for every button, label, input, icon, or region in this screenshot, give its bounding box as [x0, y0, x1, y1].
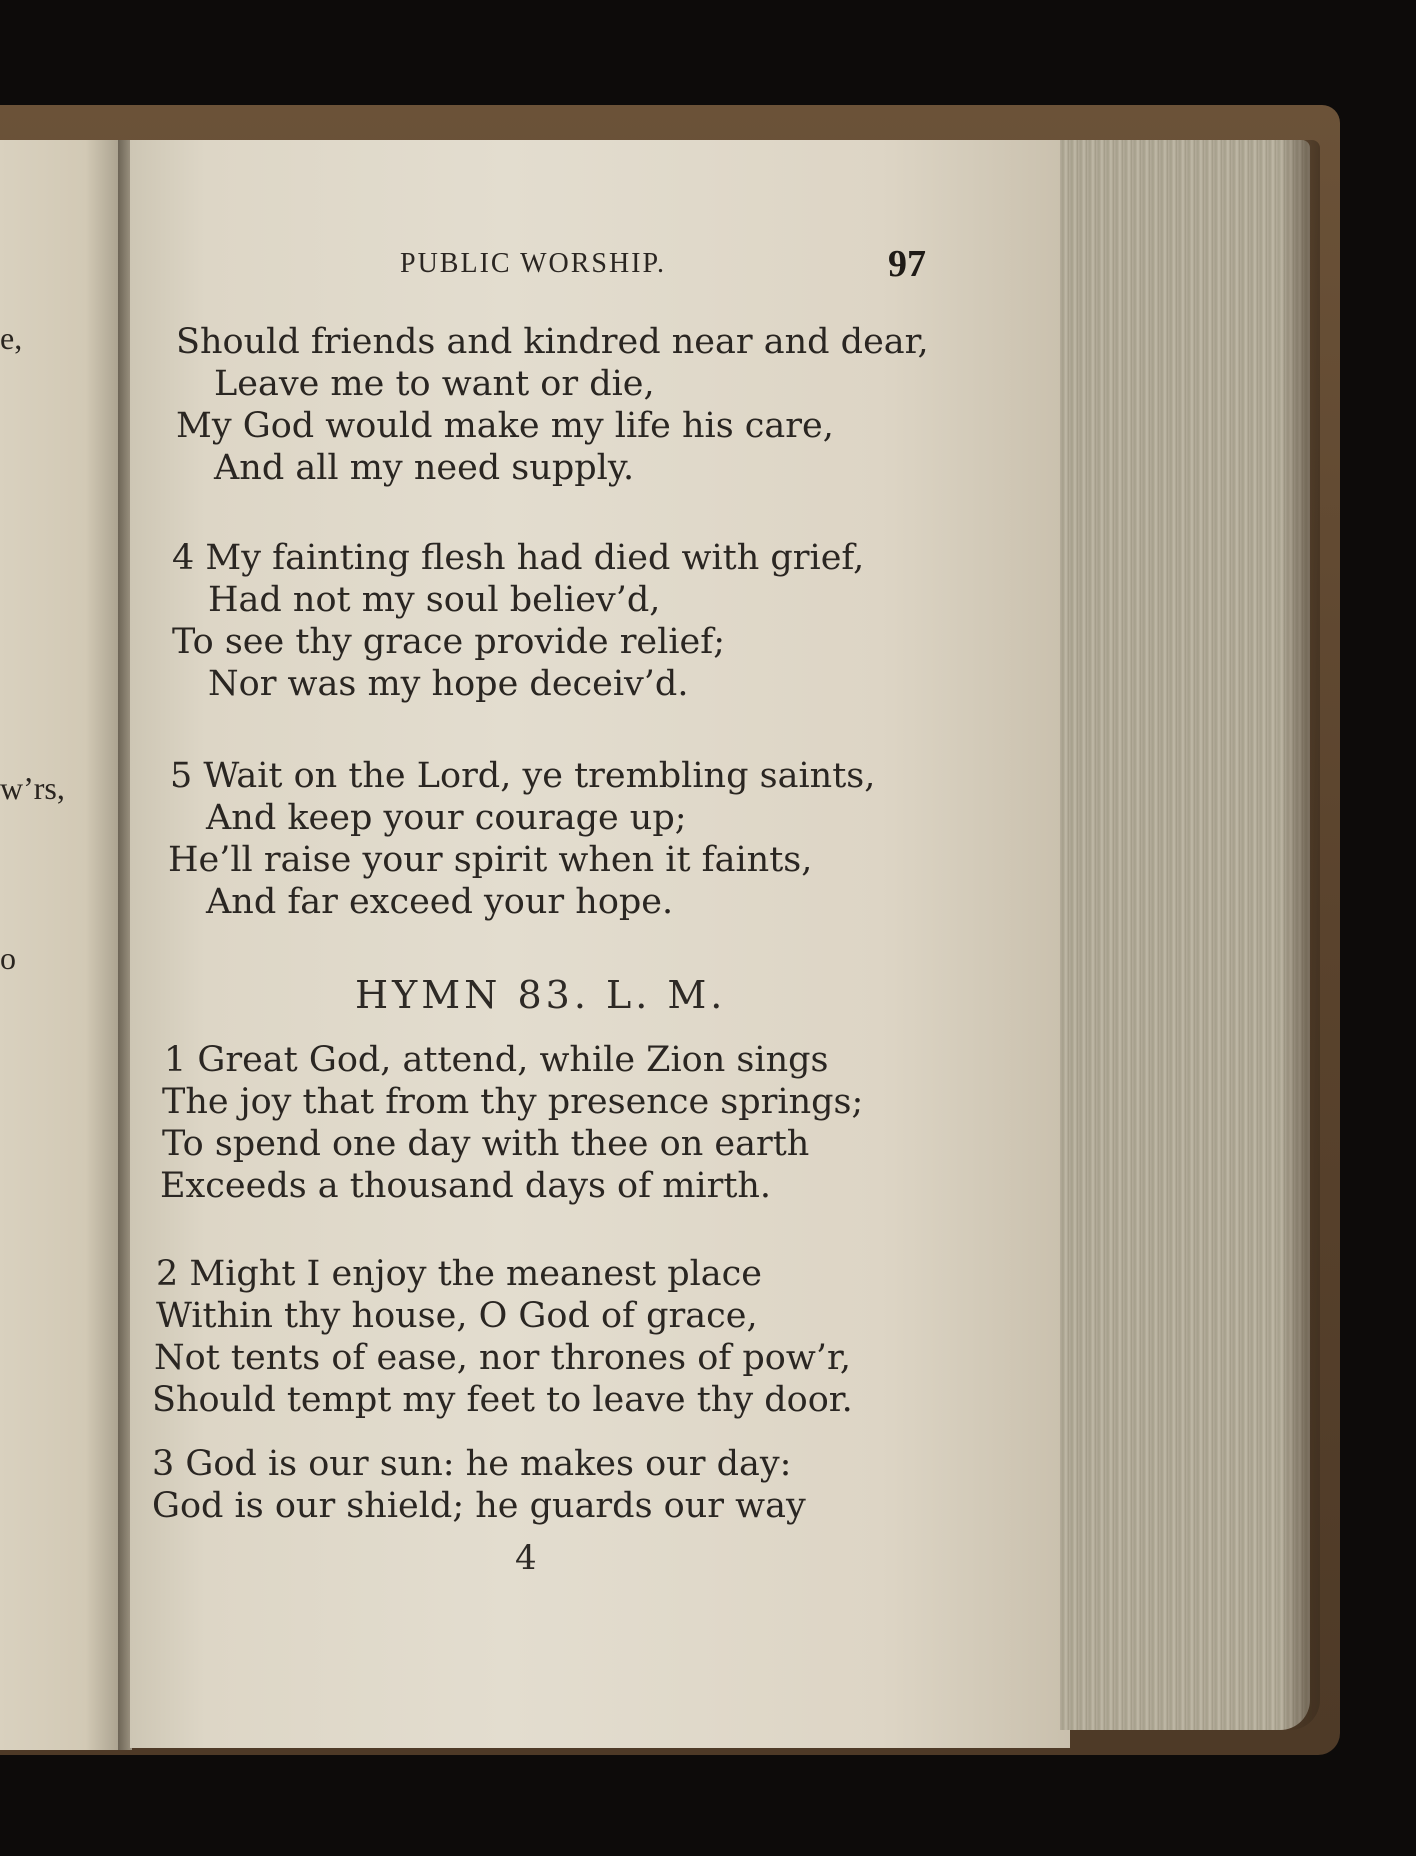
verse-line: To see thy grace provide relief;: [172, 622, 725, 662]
running-head: PUBLIC WORSHIP.: [400, 248, 666, 279]
left-page: [0, 140, 122, 1750]
hymn-title: HYMN 83. L. M.: [355, 973, 727, 1017]
verse-line: And far exceed your hope.: [206, 882, 674, 922]
verse-line: Should friends and kindred near and dear,: [176, 322, 929, 362]
page-edge-shadow: [1280, 140, 1320, 1730]
page-block-edge: [1060, 140, 1310, 1730]
verse-line: 3 God is our sun: he makes our day:: [152, 1444, 792, 1484]
page-number: 97: [888, 243, 926, 285]
verse-line: God is our shield; he guards our way: [152, 1486, 806, 1526]
left-page-fragment: e,: [0, 320, 23, 356]
verse-line: 5 Wait on the Lord, ye trembling saints,: [170, 756, 876, 796]
verse-line: He’ll raise your spirit when it faints,: [168, 840, 813, 880]
verse-line: The joy that from thy presence springs;: [162, 1082, 864, 1122]
verse-line: Nor was my hope deceiv’d.: [208, 664, 689, 704]
signature-mark: 4: [515, 1538, 537, 1578]
verse-line: My God would make my life his care,: [176, 406, 834, 446]
left-page-fragment: o: [0, 940, 16, 976]
verse-line: And keep your courage up;: [206, 798, 687, 838]
verse-line: To spend one day with thee on earth: [162, 1124, 810, 1164]
verse-line: Not tents of ease, nor thrones of pow’r,: [154, 1338, 851, 1378]
verse-line: Should tempt my feet to leave thy door.: [152, 1380, 853, 1420]
verse-line: 4 My fainting flesh had died with grief,: [172, 538, 865, 578]
verse-line: Exceeds a thousand days of mirth.: [160, 1166, 772, 1206]
verse-line: Leave me to want or die,: [214, 364, 655, 404]
verse-line: Within thy house, O God of grace,: [156, 1296, 758, 1336]
left-page-fragment: w’rs,: [0, 770, 65, 806]
verse-line: And all my need supply.: [214, 448, 635, 488]
verse-line: 1 Great God, attend, while Zion sings: [164, 1040, 829, 1080]
verse-line: Had not my soul believ’d,: [208, 580, 661, 620]
verse-line: 2 Might I enjoy the meanest place: [156, 1254, 762, 1294]
